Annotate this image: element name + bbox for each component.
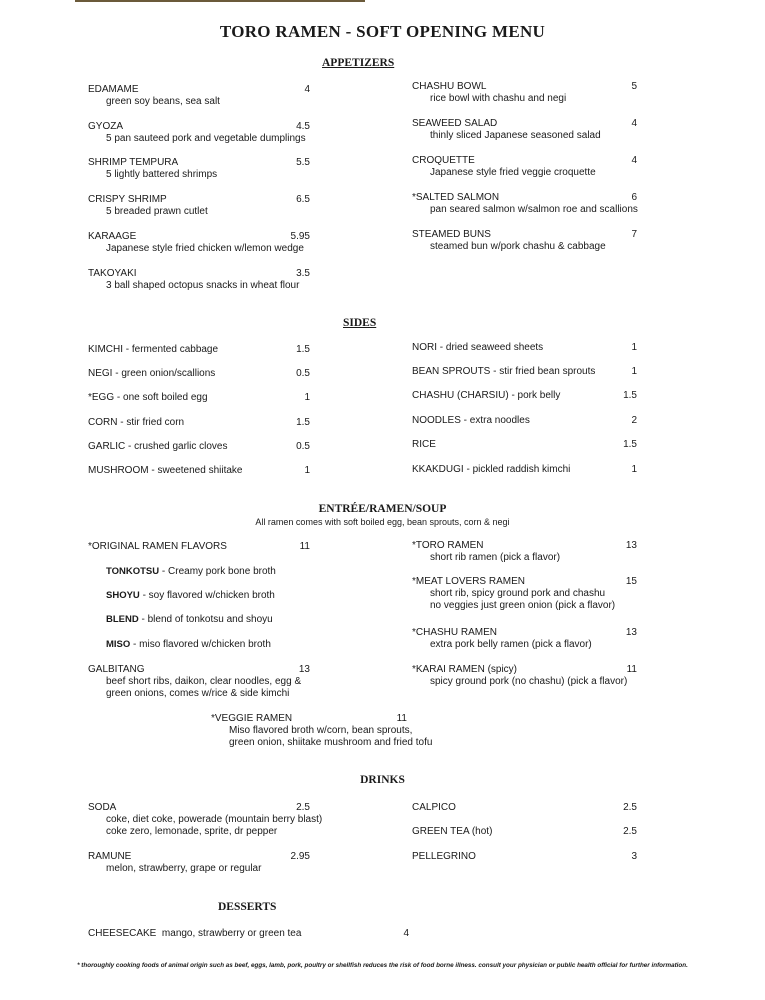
menu-item-veggie-ramen: *VEGGIE RAMEN Miso flavored broth w/corn, bean sprouts, green onion, shiitake mushroom and fried tofu [211, 713, 433, 748]
menu-item-cheesecake: CHEESECAKE mango, strawberry or green tea [88, 928, 302, 939]
menu-item-chashu-bowl: CHASHU BOWL rice bowl with chashu and negi [412, 81, 567, 104]
flavor-blend: BLEND - blend of tonkotsu and shoyu [106, 614, 273, 625]
flavor-miso: MISO - miso flavored w/chicken broth [106, 639, 271, 650]
price-soda: 2.5 [296, 802, 310, 813]
price-chashu: 1.5 [623, 390, 637, 401]
price-shrimp-tempura: 5.5 [296, 157, 310, 168]
desserts-heading: DESSERTS [218, 901, 277, 913]
menu-item-galbitang: GALBITANG beef short ribs, daikon, clear noodles, egg & green onions, comes w/rice & side kimchi [88, 664, 302, 699]
menu-item-pellegrino: PELLEGRINO [412, 851, 476, 862]
flavor-shoyu: SHOYU - soy flavored w/chicken broth [106, 590, 275, 601]
food-safety-footnote: * thoroughly cooking foods of animal origin such as beef, eggs, lamb, pork, poultry or shellfish reduces the risk of food borne illness. consult your physician or public health official for further information. [77, 962, 688, 969]
side-item-mushroom: MUSHROOM - sweetened shiitake [88, 465, 243, 476]
price-rice: 1.5 [623, 439, 637, 450]
side-item-garlic: GARLIC - crushed garlic cloves [88, 441, 228, 452]
price-original-ramen: 11 [299, 541, 310, 552]
price-crispy-shrimp: 6.5 [296, 194, 310, 205]
menu-item-salted-salmon: *SALTED SALMON pan seared salmon w/salmon roe and scallions [412, 192, 638, 215]
top-edge-line [75, 0, 365, 2]
menu-item-soda: SODA coke, diet coke, powerade (mountain berry blast) coke zero, lemonade, sprite, dr pepper [88, 802, 323, 837]
price-chashu-ramen: 13 [625, 627, 637, 638]
menu-item-gyoza: GYOZA 5 pan sauteed pork and vegetable dumplings [88, 121, 306, 144]
menu-item-green-tea: GREEN TEA (hot) [412, 826, 493, 837]
menu-item-shrimp-tempura: SHRIMP TEMPURA 5 lightly battered shrimps [88, 157, 218, 180]
price-noodles: 2 [631, 415, 637, 426]
price-galbitang: 13 [298, 664, 310, 675]
price-mushroom: 1 [304, 465, 310, 476]
menu-item-calpico: CALPICO [412, 802, 456, 813]
menu-item-ramune: RAMUNE melon, strawberry, grape or regular [88, 851, 262, 874]
entree-heading: ENTRÉE/RAMEN/SOUP [318, 503, 447, 515]
menu-item-croquette: CROQUETTE Japanese style fried veggie croquette [412, 155, 596, 178]
appetizers-heading: APPETIZERS [322, 57, 395, 69]
menu-title: TORO RAMEN - SOFT OPENING MENU [219, 22, 546, 41]
entree-note: All ramen comes with soft boiled egg, bean sprouts, corn & negi [255, 517, 510, 527]
price-veggie-ramen: 11 [396, 713, 407, 724]
side-item-noodles: NOODLES - extra noodles [412, 415, 530, 426]
price-karai-ramen: 11 [626, 664, 637, 675]
price-kimchi: 1.5 [296, 344, 310, 355]
menu-item-crispy-shrimp: CRISPY SHRIMP 5 breaded prawn cutlet [88, 194, 208, 217]
flavor-tonkotsu: TONKOTSU - Creamy pork bone broth [106, 566, 276, 577]
side-item-rice: RICE [412, 439, 436, 450]
side-item-negi: NEGI - green onion/scallions [88, 368, 216, 379]
side-item-chashu: CHASHU (CHARSIU) - pork belly [412, 390, 561, 401]
price-seaweed-salad: 4 [631, 118, 637, 129]
price-ramune: 2.95 [290, 851, 310, 862]
price-croquette: 4 [631, 155, 637, 166]
menu-item-seaweed-salad: SEAWEED SALAD thinly sliced Japanese seasoned salad [412, 118, 601, 141]
price-kkakdugi: 1 [631, 464, 637, 475]
price-bean-sprouts: 1 [631, 366, 637, 377]
price-chashu-bowl: 5 [631, 81, 637, 92]
menu-item-chashu-ramen: *CHASHU RAMEN extra pork belly ramen (pick a flavor) [412, 627, 592, 650]
side-item-corn: CORN - stir fried corn [88, 417, 185, 428]
menu-item-karaage: KARAAGE Japanese style fried chicken w/lemon wedge [88, 231, 304, 254]
price-edamame: 4 [304, 84, 310, 95]
price-gyoza: 4.5 [296, 121, 310, 132]
side-item-kimchi: KIMCHI - fermented cabbage [88, 344, 219, 355]
price-negi: 0.5 [296, 368, 310, 379]
price-corn: 1.5 [296, 417, 310, 428]
price-cheesecake: 4 [403, 928, 409, 939]
price-nori: 1 [631, 342, 637, 353]
price-garlic: 0.5 [296, 441, 310, 452]
price-takoyaki: 3.5 [296, 268, 310, 279]
price-toro-ramen: 13 [625, 540, 637, 551]
price-calpico: 2.5 [623, 802, 637, 813]
side-item-nori: NORI - dried seaweed sheets [412, 342, 544, 353]
menu-item-karai-ramen: *KARAI RAMEN (spicy) spicy ground pork (no chashu) (pick a flavor) [412, 664, 628, 687]
price-karaage: 5.95 [290, 231, 310, 242]
menu-item-meat-lovers-ramen: *MEAT LOVERS RAMEN short rib, spicy ground pork and chashu no veggies just green onion (pick a flavor) [412, 576, 616, 611]
side-item-bean-sprouts: BEAN SPROUTS - stir fried bean sprouts [412, 366, 596, 377]
sides-heading: SIDES [343, 317, 377, 329]
side-item-egg: *EGG - one soft boiled egg [88, 392, 208, 403]
menu-item-takoyaki: TAKOYAKI 3 ball shaped octopus snacks in wheat flour [88, 268, 300, 291]
price-green-tea: 2.5 [623, 826, 637, 837]
menu-item-toro-ramen: *TORO RAMEN short rib ramen (pick a flavor) [412, 540, 561, 563]
price-salted-salmon: 6 [631, 192, 637, 203]
menu-item-edamame: EDAMAME green soy beans, sea salt [88, 84, 220, 107]
price-egg: 1 [304, 392, 310, 403]
menu-item-steamed-buns: STEAMED BUNS steamed bun w/pork chashu & cabbage [412, 229, 606, 252]
price-pellegrino: 3 [631, 851, 637, 862]
drinks-heading: DRINKS [360, 774, 405, 786]
menu-item-original-ramen: *ORIGINAL RAMEN FLAVORS [88, 541, 227, 552]
price-steamed-buns: 7 [631, 229, 637, 240]
side-item-kkakdugi: KKAKDUGI - pickled raddish kimchi [412, 464, 571, 475]
price-meat-lovers-ramen: 15 [625, 576, 637, 587]
